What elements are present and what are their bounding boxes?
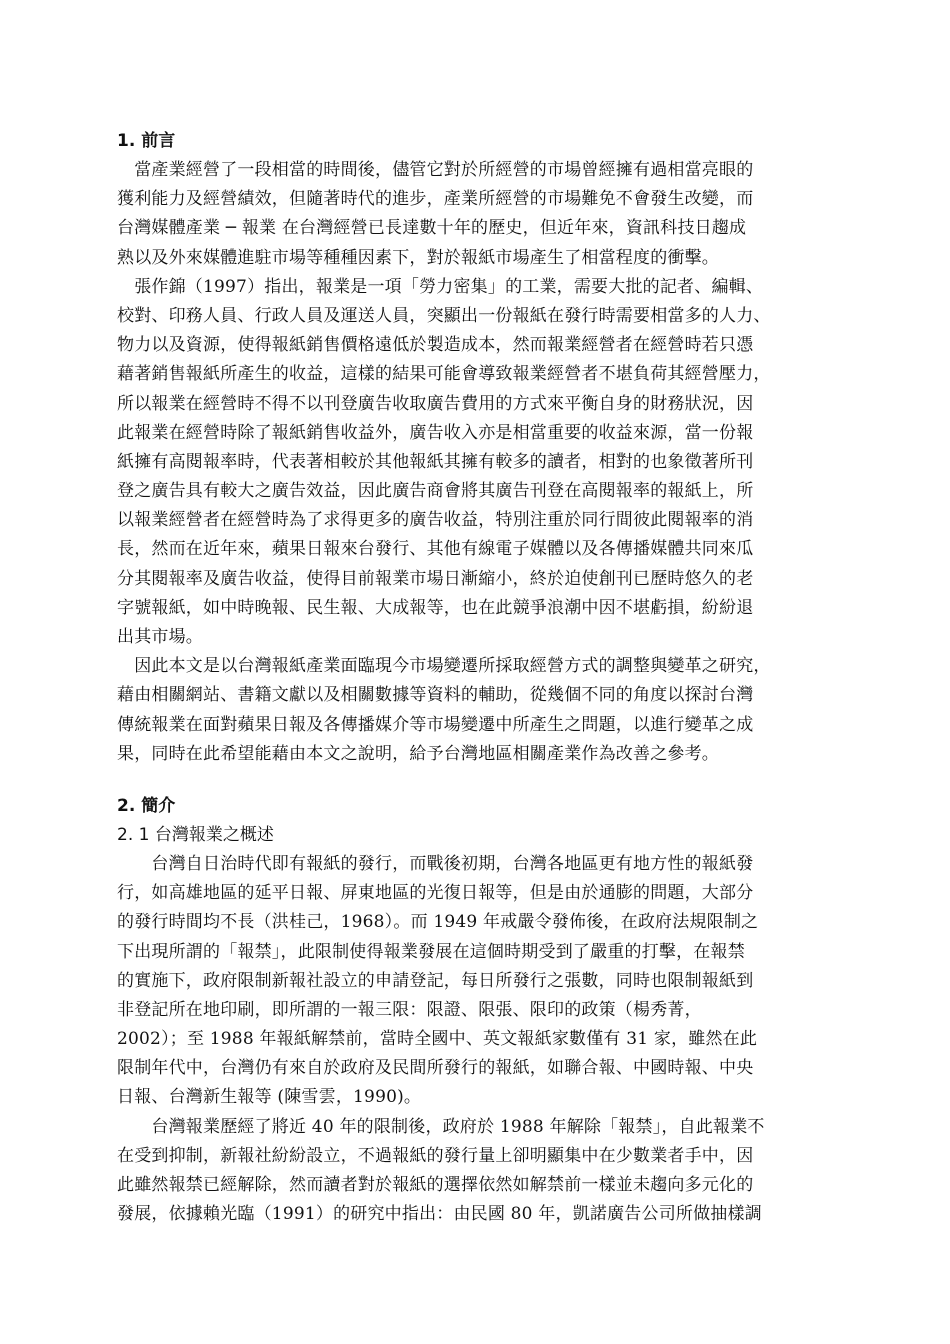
text-line: 傳統報業在面對蘋果日報及各傳播媒介等市場變遷中所產生之問題，以進行變革之成 <box>117 714 754 735</box>
text-line: 熟以及外來媒體進駐市場等種種因素下，對於報紙市場產生了相當程度的衝擊。 <box>117 247 719 268</box>
intro-paragraph-2 <box>117 273 835 652</box>
text-line: 紙擁有高閱報率時，代表著相較於其他報紙其擁有較多的讀者，相對的也象徵著所刊 <box>117 451 754 472</box>
text-line: 藉著銷售報紙所產生的收益，這樣的結果可能會導致報業經營者不堪負荷其經營壓力， <box>117 364 771 385</box>
text-line: 張作錦（1997）指出，報業是一項「勞力密集」的工業，需要大批的記者、編輯、 <box>117 276 764 297</box>
text-line: 獲利能力及經營績效，但隨著時代的進步，產業所經營的市場難免不會發生改變，而 <box>117 189 754 210</box>
section-heading-intro: 1. 前言 <box>117 131 176 151</box>
text-line: 日報、台灣新生報等 (陳雪雲，1990)。 <box>117 1087 422 1108</box>
text-line: 字號報紙，如中時晚報、民生報、大成報等，也在此競爭浪潮中因不堪虧損，紛紛退 <box>117 597 754 618</box>
text-line: 行，如高雄地區的延平日報、屏東地區的光復日報等，但是由於通膨的問題，大部分 <box>117 883 754 904</box>
text-line: 長，然而在近年來，蘋果日報來台發行、其他有線電子媒體以及各傳播媒體共同來瓜 <box>117 539 754 560</box>
text-line: 分其閱報率及廣告收益，使得目前報業市場日漸縮小，終於迫使創刊已歷時悠久的老 <box>117 568 754 589</box>
text-line: 的實施下，政府限制新報社設立的申請登記，每日所發行之張數，同時也限制報紙到 <box>117 970 754 991</box>
text-line: 果，同時在此希望能藉由本文之說明，給予台灣地區相關產業作為改善之參考。 <box>117 743 719 764</box>
section-spacer <box>117 769 835 791</box>
text-line: 物力以及資源，使得報紙銷售價格遠低於製造成本，然而報業經營者在經營時若只憑 <box>117 335 754 356</box>
text-line: 因此本文是以台灣報紙產業面臨現今市場變遷所採取經營方式的調整與變革之研究， <box>117 656 771 677</box>
section-heading-overview: 2. 簡介 <box>117 795 176 816</box>
text-line: 此雖然報禁已經解除，然而讀者對於報紙的選擇依然如解禁前一樣並未趨向多元化的 <box>117 1175 754 1195</box>
text-line: 此報業在經營時除了報紙銷售收益外，廣告收入亦是相當重要的收益來源，當一份報 <box>117 422 754 443</box>
text-line: 登之廣告具有較大之廣告效益，因此廣告商會將其廣告刊登在高閱報率的報紙上，所 <box>117 481 754 502</box>
overview-paragraph-1 <box>117 850 835 1113</box>
text-line: 當產業經營了一段相當的時間後，儘管它對於所經營的市場曾經擁有過相當亮眼的 <box>117 160 754 180</box>
text-line: 台灣媒體產業 ─ 報業 在台灣經營已長達數十年的歷史，但近年來，資訊科技日趨成 <box>117 218 747 239</box>
text-line: 以報業經營者在經營時為了求得更多的廣告收益，特別注重於同行間彼此閱報率的消 <box>117 510 754 531</box>
intro-paragraph-1 <box>117 156 835 273</box>
text-line: 在受到抑制，新報社紛紛設立，不過報紙的發行量上卻明顯集中在少數業者手中，因 <box>117 1145 754 1166</box>
text-line: 所以報業在經營時不得不以刊登廣告收取廣告費用的方式來平衡自身的財務狀況，因 <box>117 393 754 414</box>
intro-paragraph-3 <box>117 652 835 769</box>
text-line: 下出現所謂的「報禁」，此限制使得報業發展在這個時期受到了嚴重的打擊，在報禁 <box>117 941 745 962</box>
document-body <box>117 126 835 1229</box>
text-line: 出其市場。 <box>117 627 203 647</box>
overview-paragraph-2 <box>117 1113 835 1230</box>
text-line: 校對、印務人員、行政人員及運送人員，突顯出一份報紙在發行時需要相當多的人力、 <box>117 305 771 326</box>
text-line: 台灣報業歷經了將近 40 年的限制後，政府於 1988 年解除「報禁」，自此報業不 <box>117 1116 765 1137</box>
text-line: 藉由相關網站、書籍文獻以及相關數據等資料的輔助，從幾個不同的角度以探討台灣 <box>117 685 754 706</box>
text-line: 台灣自日治時代即有報紙的發行，而戰後初期，台灣各地區更有地方性的報紙發 <box>117 853 754 874</box>
text-line: 2002）；至 1988 年報紙解禁前，當時全國中、英文報紙家數僅有 31 家，雖然在此 <box>117 1029 758 1050</box>
text-line: 限制年代中，台灣仍有來自於政府及民間所發行的報紙，如聯合報、中國時報、中央 <box>117 1058 754 1079</box>
text-line: 的發行時間均不長（洪桂己，1968）。而 1949 年戒嚴令發佈後，在政府法規限制之 <box>117 912 759 933</box>
text-line: 發展，依據賴光臨（1991）的研究中指出：由民國 80 年，凱諾廣告公司所做抽樣調 <box>117 1204 762 1225</box>
text-line: 非登記所在地印刷，即所謂的一報三限：限證、限張、限印的政策（楊秀菁， <box>117 999 702 1020</box>
subsection-heading: 2. 1 台灣報業之概述 <box>117 824 274 845</box>
